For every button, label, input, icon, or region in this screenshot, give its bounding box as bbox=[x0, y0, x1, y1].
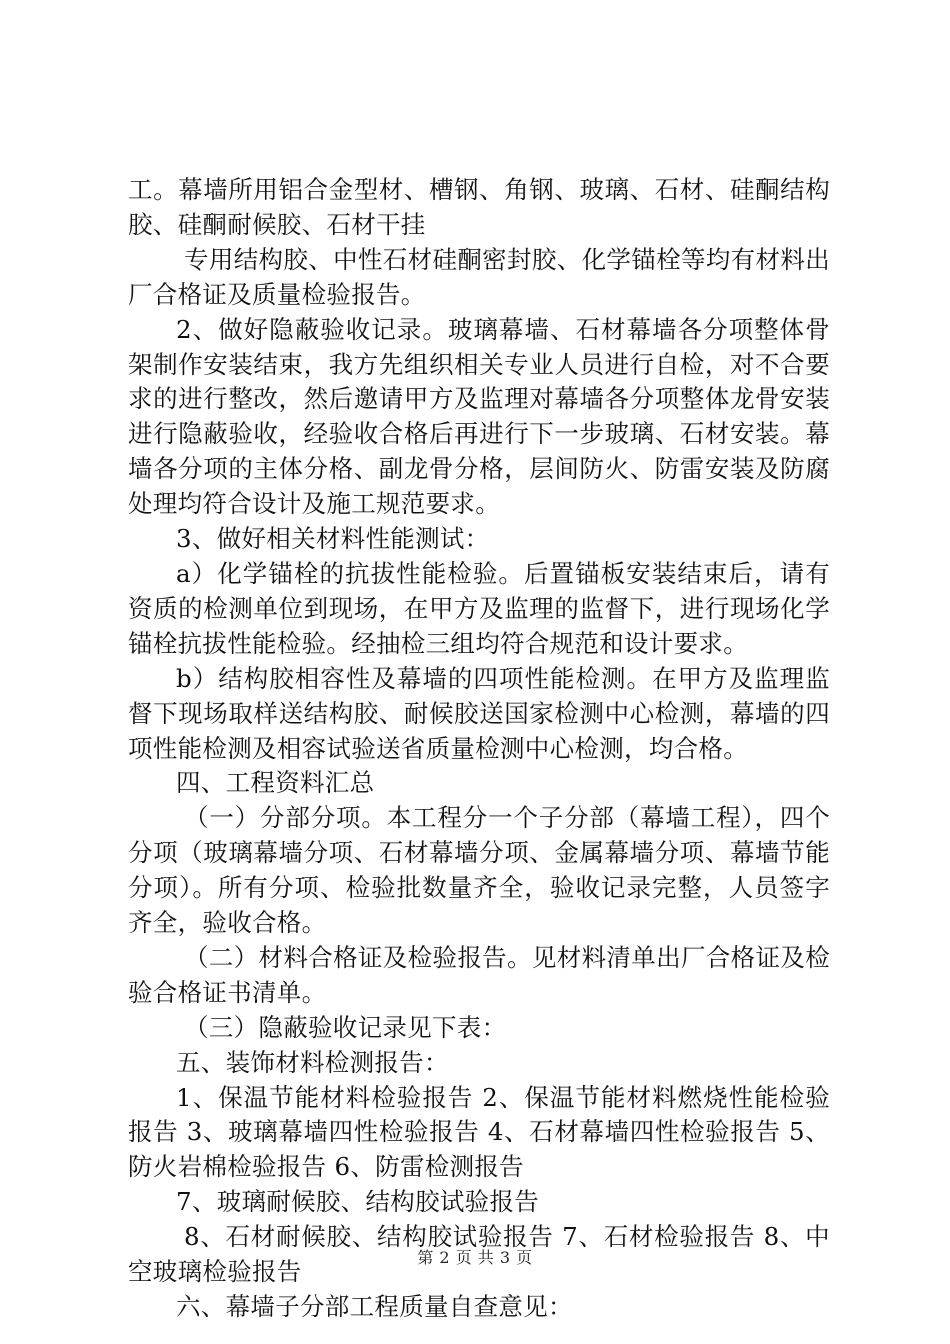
body-paragraph: 五、装饰材料检测报告： bbox=[176, 1047, 449, 1077]
body-paragraph: 3、做好相关材料性能测试： bbox=[176, 524, 490, 554]
body-paragraph: 专用结构胶、中性石材硅酮密封胶、化学锚栓等均有材料出厂合格证及质量检验报告。 bbox=[128, 244, 830, 309]
body-paragraph: 2、做好隐蔽验收记录。玻璃幕墙、石材幕墙各分项整体骨架制作安装结束，我方先组织相关专业人员进行自检，对不合要求的进行整改，然后邀请甲方及监理对幕墙各分项整体龙骨安装进行隐蔽验收，经验收合格后再进行下一步玻璃、石材安装。幕墙各分项的主体分格、副龙骨分格，层间防火、防雷安装及防腐处理均符合设计及施工规范要求。 bbox=[128, 314, 830, 519]
body-paragraph: 1、保温节能材料检验报告 2、保温节能材料燃烧性能检验报告 3、玻璃幕墙四性检验报告 4、石材幕墙四性检验报告 5、防火岩棉检验报告 6、防雷检测报告 bbox=[128, 1082, 830, 1182]
body-paragraph: （三）隐蔽验收记录见下表： bbox=[184, 1012, 507, 1042]
body-paragraph: （一）分部分项。本工程分一个子分部（幕墙工程），四个分项（玻璃幕墙分项、石材幕墙分项、金属幕墙分项、幕墙节能分项）。所有分项、检验批数量齐全，验收记录完整，人员签字齐全，验收合格。 bbox=[128, 803, 830, 938]
body-paragraph: a）化学锚栓的抗拔性能检验。后置锚板安装结束后，请有资质的检测单位到现场，在甲方及监理的监督下，进行现场化学锚栓抗拔性能检验。经抽检三组均符合规范和设计要求。 bbox=[128, 558, 830, 658]
body-paragraph: （二）材料合格证及检验报告。见材料清单出厂合格证及检验合格证书清单。 bbox=[128, 942, 830, 1007]
body-paragraph: b）结构胶相容性及幕墙的四项性能检测。在甲方及监理监督下现场取样送结构胶、耐候胶送国家检测中心检测，幕墙的四项性能检测及相容试验送省质量检测中心检测，均合格。 bbox=[128, 663, 830, 763]
body-paragraph: 8、石材耐候胶、结构胶试验报告 7、石材检验报告 8、中空玻璃检验报告 bbox=[128, 1222, 830, 1287]
body-paragraph: 7、玻璃耐候胶、结构胶试验报告 bbox=[176, 1187, 540, 1217]
page-number: 第 2 页 共 3 页 bbox=[417, 1248, 533, 1267]
body-paragraph: 六、幕墙子分部工程质量自查意见： bbox=[176, 1292, 573, 1321]
body-paragraph: 工。幕墙所用铝合金型材、槽钢、角钢、玻璃、石材、硅酮结构胶、硅酮耐候胶、石材干挂 bbox=[128, 175, 830, 239]
body-paragraph: 四、工程资料汇总 bbox=[176, 768, 375, 798]
document-body bbox=[128, 173, 830, 1325]
page-footer bbox=[0, 1245, 950, 1268]
